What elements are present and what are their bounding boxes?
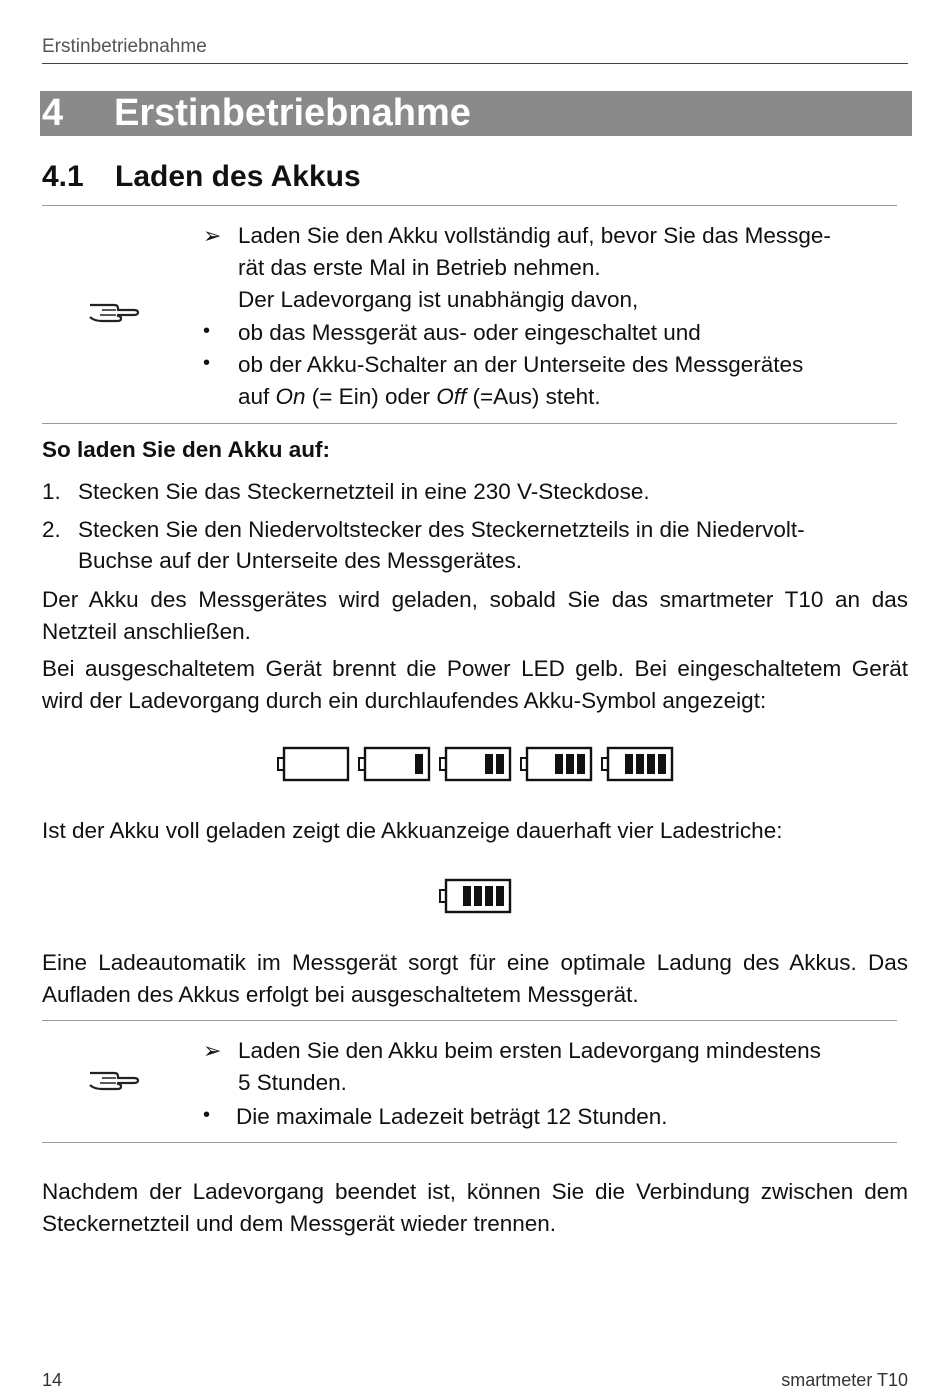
arrow-bullet: ➢ [203, 223, 222, 248]
paragraph-final: Nachdem der Ladevorgang beendet ist, können Sie die Verbindung zwischen dem Steckernetzteil und dem Messgerät wieder trennen. [42, 1179, 908, 1236]
bullet-dot: • [203, 1104, 211, 1126]
battery-icon [602, 748, 672, 780]
pointing-hand-icon [88, 1064, 140, 1094]
note2-line: Laden Sie den Akku beim ersten Ladevorgang mindestens [238, 1038, 821, 1063]
bullet-dot: • [203, 352, 211, 374]
note1-bullet-continuation: auf On (= Ein) oder Off (=Aus) steht. [238, 384, 601, 409]
note2-bullet: Die maximale Ladezeit beträgt 12 Stunden. [236, 1104, 668, 1129]
chapter-title: Erstinbetriebnahme [114, 92, 471, 134]
section-title: Laden des Akkus [115, 160, 361, 193]
chapter-number: 4 [42, 92, 64, 134]
pointing-hand-icon [88, 296, 140, 326]
chapter-heading [40, 91, 912, 136]
note-rule-bottom [42, 423, 897, 424]
battery-bar [636, 754, 644, 774]
battery-bar [496, 886, 504, 906]
battery-bar [496, 754, 504, 774]
battery-full-icon [438, 877, 514, 917]
note1-line: rät das erste Mal in Betrieb nehmen. [238, 255, 601, 280]
note1-bullet: ob der Akku-Schalter an der Unterseite des Messgerätes [238, 352, 804, 377]
paragraph-full: Ist der Akku voll geladen zeigt die Akkuanzeige dauerhaft vier Ladestriche: [42, 818, 783, 843]
note1-line: Der Ladevorgang ist unabhängig davon, [238, 287, 639, 312]
paragraph-led: Bei ausgeschaltetem Gerät brennt die Power LED gelb. Bei eingeschaltetem Gerät wird der Ladevorgang durch ein durchlaufendes Akku-Symbol angezeigt: [42, 656, 908, 713]
section-number: 4.1 [42, 160, 84, 193]
note1-line: Laden Sie den Akku vollständig auf, bevor Sie das Messge- [238, 223, 831, 248]
battery-icon [359, 748, 429, 780]
step-number: 2. [42, 517, 61, 542]
arrow-bullet: ➢ [203, 1038, 222, 1063]
battery-bar [485, 886, 493, 906]
battery-bar [647, 754, 655, 774]
battery-bar [566, 754, 574, 774]
battery-bar [658, 754, 666, 774]
battery-bar [485, 754, 493, 774]
battery-icon [278, 748, 348, 780]
battery-bar [463, 886, 471, 906]
step-number: 1. [42, 479, 61, 504]
paragraph-automatic: Eine Ladeautomatik im Messgerät sorgt für eine optimale Ladung des Akkus. Das Aufladen des Akkus erfolgt bei ausgeschaltetem Messgerät. [42, 950, 908, 1007]
battery-bar [415, 754, 423, 774]
bullet-dot: • [203, 320, 211, 342]
battery-bar [625, 754, 633, 774]
step-text: Stecken Sie den Niedervoltstecker des Steckernetzteils in die Niedervolt- [78, 517, 805, 542]
page-number: 14 [42, 1370, 63, 1390]
battery-icon [521, 748, 591, 780]
header-rule [42, 63, 908, 64]
battery-icon [440, 880, 510, 912]
note1-bullet: ob das Messgerät aus- oder eingeschaltet und [238, 320, 701, 345]
battery-bar [474, 886, 482, 906]
paragraph-charging: Der Akku des Messgerätes wird geladen, sobald Sie das smartmeter T10 an das Netzteil anschließen. [42, 587, 908, 644]
step-text: Buchse auf der Unterseite des Messgerätes. [78, 548, 522, 573]
note-rule-top [42, 205, 897, 206]
note-rule-top [42, 1020, 897, 1021]
battery-bar [577, 754, 585, 774]
battery-bar [555, 754, 563, 774]
steps-heading: So laden Sie den Akku auf: [42, 437, 330, 462]
product-name: smartmeter T10 [781, 1370, 908, 1390]
battery-icon [440, 748, 510, 780]
battery-animation [276, 745, 676, 785]
step-text: Stecken Sie das Steckernetzteil in eine 230 V-Steckdose. [78, 479, 650, 504]
note-rule-bottom [42, 1142, 897, 1143]
note2-line: 5 Stunden. [238, 1070, 347, 1095]
running-header: Erstinbetriebnahme [42, 36, 207, 57]
